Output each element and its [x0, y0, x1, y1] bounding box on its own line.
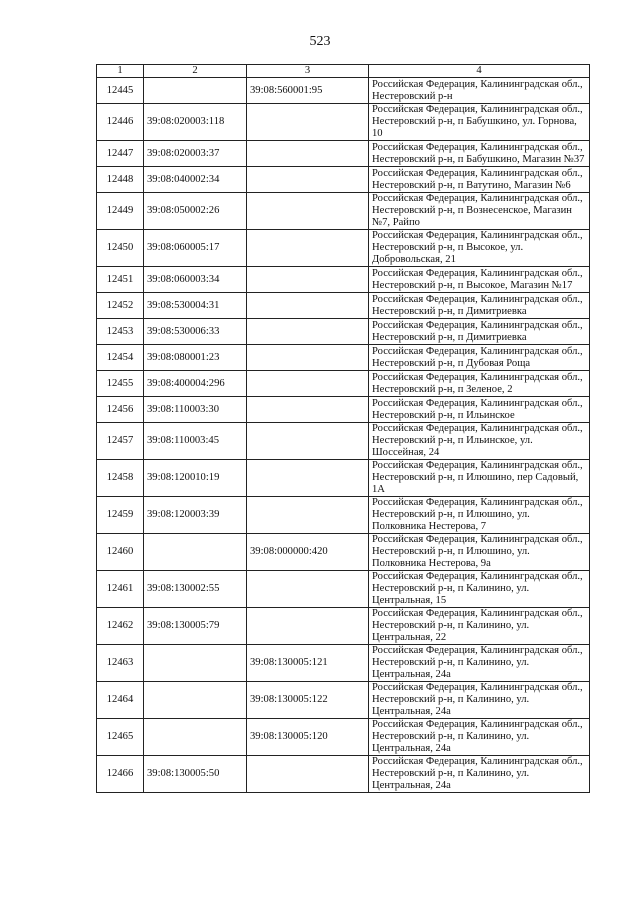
table-row: [97, 645, 590, 682]
row-number-cell: 12447: [97, 141, 144, 167]
table-row: [97, 571, 590, 608]
row-number-cell: 12462: [97, 608, 144, 645]
cadastral-number-cell: 39:08:120003:39: [144, 497, 247, 534]
cadastral-number-cell: [247, 319, 369, 345]
table-row: [97, 682, 590, 719]
cadastral-number-cell: [247, 230, 369, 267]
address-cell: Российская Федерация, Калининградская обл., Нестеровский р-н, п Калинино, ул. Центральная, 22: [369, 608, 590, 645]
cadastral-number-cell: [247, 397, 369, 423]
row-number-cell: 12458: [97, 460, 144, 497]
cadastral-number-cell: [247, 141, 369, 167]
cadastral-number-cell: 39:08:130005:122: [247, 682, 369, 719]
cadastral-number-cell: [247, 345, 369, 371]
address-cell: Российская Федерация, Калининградская обл., Нестеровский р-н, п Вознесенское, Магазин №7, Райпо: [369, 193, 590, 230]
column-header: 1: [97, 65, 144, 78]
table-row: [97, 497, 590, 534]
row-number-cell: 12465: [97, 719, 144, 756]
address-cell: Российская Федерация, Калининградская обл., Нестеровский р-н, п Высокое, ул. Добровольская, 21: [369, 230, 590, 267]
column-header: 2: [144, 65, 247, 78]
address-cell: Российская Федерация, Калининградская обл., Нестеровский р-н, п Зеленое, 2: [369, 371, 590, 397]
cadastral-number-cell: 39:08:130005:121: [247, 645, 369, 682]
cadastral-number-cell: [247, 193, 369, 230]
row-number-cell: 12453: [97, 319, 144, 345]
address-cell: Российская Федерация, Калининградская обл., Нестеровский р-н, п Калинино, ул. Центральная, 24а: [369, 719, 590, 756]
cadastral-number-cell: [247, 756, 369, 793]
table-header-row: [97, 65, 590, 78]
address-cell: Российская Федерация, Калининградская обл., Нестеровский р-н, п Дубовая Роща: [369, 345, 590, 371]
cadastral-number-cell: 39:08:400004:296: [144, 371, 247, 397]
cadastral-number-cell: 39:08:530004:31: [144, 293, 247, 319]
cadastral-number-cell: [247, 571, 369, 608]
cadastral-number-cell: [144, 534, 247, 571]
address-cell: Российская Федерация, Калининградская обл., Нестеровский р-н, п Ильинское: [369, 397, 590, 423]
cadastral-number-cell: 39:08:130005:79: [144, 608, 247, 645]
cadastral-number-cell: 39:08:020003:37: [144, 141, 247, 167]
row-number-cell: 12454: [97, 345, 144, 371]
cadastral-number-cell: [144, 719, 247, 756]
row-number-cell: 12451: [97, 267, 144, 293]
row-number-cell: 12446: [97, 104, 144, 141]
cadastral-number-cell: 39:08:020003:118: [144, 104, 247, 141]
address-cell: Российская Федерация, Калининградская обл., Нестеровский р-н: [369, 78, 590, 104]
cadastral-number-cell: [144, 645, 247, 682]
address-cell: Российская Федерация, Калининградская обл., Нестеровский р-н, п Илюшино, пер Садовый, 1А: [369, 460, 590, 497]
cadastral-number-cell: 39:08:120010:19: [144, 460, 247, 497]
row-number-cell: 12448: [97, 167, 144, 193]
address-cell: Российская Федерация, Калининградская обл., Нестеровский р-н, п Димитриевка: [369, 319, 590, 345]
cadastral-number-cell: 39:08:130005:50: [144, 756, 247, 793]
table-row: [97, 423, 590, 460]
table-row: [97, 141, 590, 167]
cadastral-number-cell: [144, 78, 247, 104]
row-number-cell: 12449: [97, 193, 144, 230]
row-number-cell: 12459: [97, 497, 144, 534]
row-number-cell: 12461: [97, 571, 144, 608]
cadastral-number-cell: [247, 460, 369, 497]
address-cell: Российская Федерация, Калининградская обл., Нестеровский р-н, п Димитриевка: [369, 293, 590, 319]
table-row: [97, 267, 590, 293]
row-number-cell: 12464: [97, 682, 144, 719]
row-number-cell: 12457: [97, 423, 144, 460]
cadastral-number-cell: [247, 608, 369, 645]
registry-table: [96, 64, 590, 793]
table-row: [97, 78, 590, 104]
cadastral-number-cell: [247, 167, 369, 193]
address-cell: Российская Федерация, Калининградская обл., Нестеровский р-н, п Ильинское, ул. Шоссейная, 24: [369, 423, 590, 460]
address-cell: Российская Федерация, Калининградская обл., Нестеровский р-н, п Калинино, ул. Центральная, 24а: [369, 682, 590, 719]
row-number-cell: 12450: [97, 230, 144, 267]
row-number-cell: 12452: [97, 293, 144, 319]
address-cell: Российская Федерация, Калининградская обл., Нестеровский р-н, п Калинино, ул. Центральная, 24а: [369, 756, 590, 793]
table-row: [97, 460, 590, 497]
cadastral-number-cell: 39:08:000000:420: [247, 534, 369, 571]
cadastral-number-cell: 39:08:080001:23: [144, 345, 247, 371]
table-row: [97, 719, 590, 756]
table-row: [97, 167, 590, 193]
row-number-cell: 12455: [97, 371, 144, 397]
table-row: [97, 104, 590, 141]
address-cell: Российская Федерация, Калининградская обл., Нестеровский р-н, п Бабушкино, ул. Горнова, 10: [369, 104, 590, 141]
cadastral-number-cell: [247, 497, 369, 534]
row-number-cell: 12456: [97, 397, 144, 423]
cadastral-number-cell: 39:08:560001:95: [247, 78, 369, 104]
cadastral-number-cell: 39:08:060005:17: [144, 230, 247, 267]
address-cell: Российская Федерация, Калининградская обл., Нестеровский р-н, п Калинино, ул. Центральная, 15: [369, 571, 590, 608]
column-header: 4: [369, 65, 590, 78]
column-header: 3: [247, 65, 369, 78]
cadastral-number-cell: 39:08:110003:30: [144, 397, 247, 423]
page-number: 523: [309, 34, 331, 49]
cadastral-number-cell: 39:08:040002:34: [144, 167, 247, 193]
table-row: [97, 397, 590, 423]
row-number-cell: 12445: [97, 78, 144, 104]
table-row: [97, 293, 590, 319]
cadastral-number-cell: [247, 104, 369, 141]
table-body: [97, 78, 590, 793]
address-cell: Российская Федерация, Калининградская обл., Нестеровский р-н, п Калинино, ул. Центральная, 24а: [369, 645, 590, 682]
row-number-cell: 12463: [97, 645, 144, 682]
cadastral-number-cell: 39:08:060003:34: [144, 267, 247, 293]
address-cell: Российская Федерация, Калининградская обл., Нестеровский р-н, п Илюшино, ул. Полковника Нестерова, 7: [369, 497, 590, 534]
table-row: [97, 756, 590, 793]
cadastral-number-cell: [247, 423, 369, 460]
row-number-cell: 12466: [97, 756, 144, 793]
cadastral-number-cell: 39:08:050002:26: [144, 193, 247, 230]
table-row: [97, 534, 590, 571]
cadastral-number-cell: [144, 682, 247, 719]
address-cell: Российская Федерация, Калининградская обл., Нестеровский р-н, п Высокое, Магазин №17: [369, 267, 590, 293]
table-row: [97, 230, 590, 267]
table-row: [97, 345, 590, 371]
address-cell: Российская Федерация, Калининградская обл., Нестеровский р-н, п Илюшино, ул. Полковника Нестерова, 9а: [369, 534, 590, 571]
table-row: [97, 371, 590, 397]
address-cell: Российская Федерация, Калининградская обл., Нестеровский р-н, п Ватутино, Магазин №6: [369, 167, 590, 193]
cadastral-number-cell: 39:08:130005:120: [247, 719, 369, 756]
cadastral-number-cell: 39:08:530006:33: [144, 319, 247, 345]
cadastral-number-cell: [247, 371, 369, 397]
cadastral-number-cell: 39:08:110003:45: [144, 423, 247, 460]
table-row: [97, 193, 590, 230]
row-number-cell: 12460: [97, 534, 144, 571]
cadastral-number-cell: 39:08:130002:55: [144, 571, 247, 608]
address-cell: Российская Федерация, Калининградская обл., Нестеровский р-н, п Бабушкино, Магазин №37: [369, 141, 590, 167]
cadastral-number-cell: [247, 267, 369, 293]
table-row: [97, 608, 590, 645]
table-row: [97, 319, 590, 345]
cadastral-number-cell: [247, 293, 369, 319]
